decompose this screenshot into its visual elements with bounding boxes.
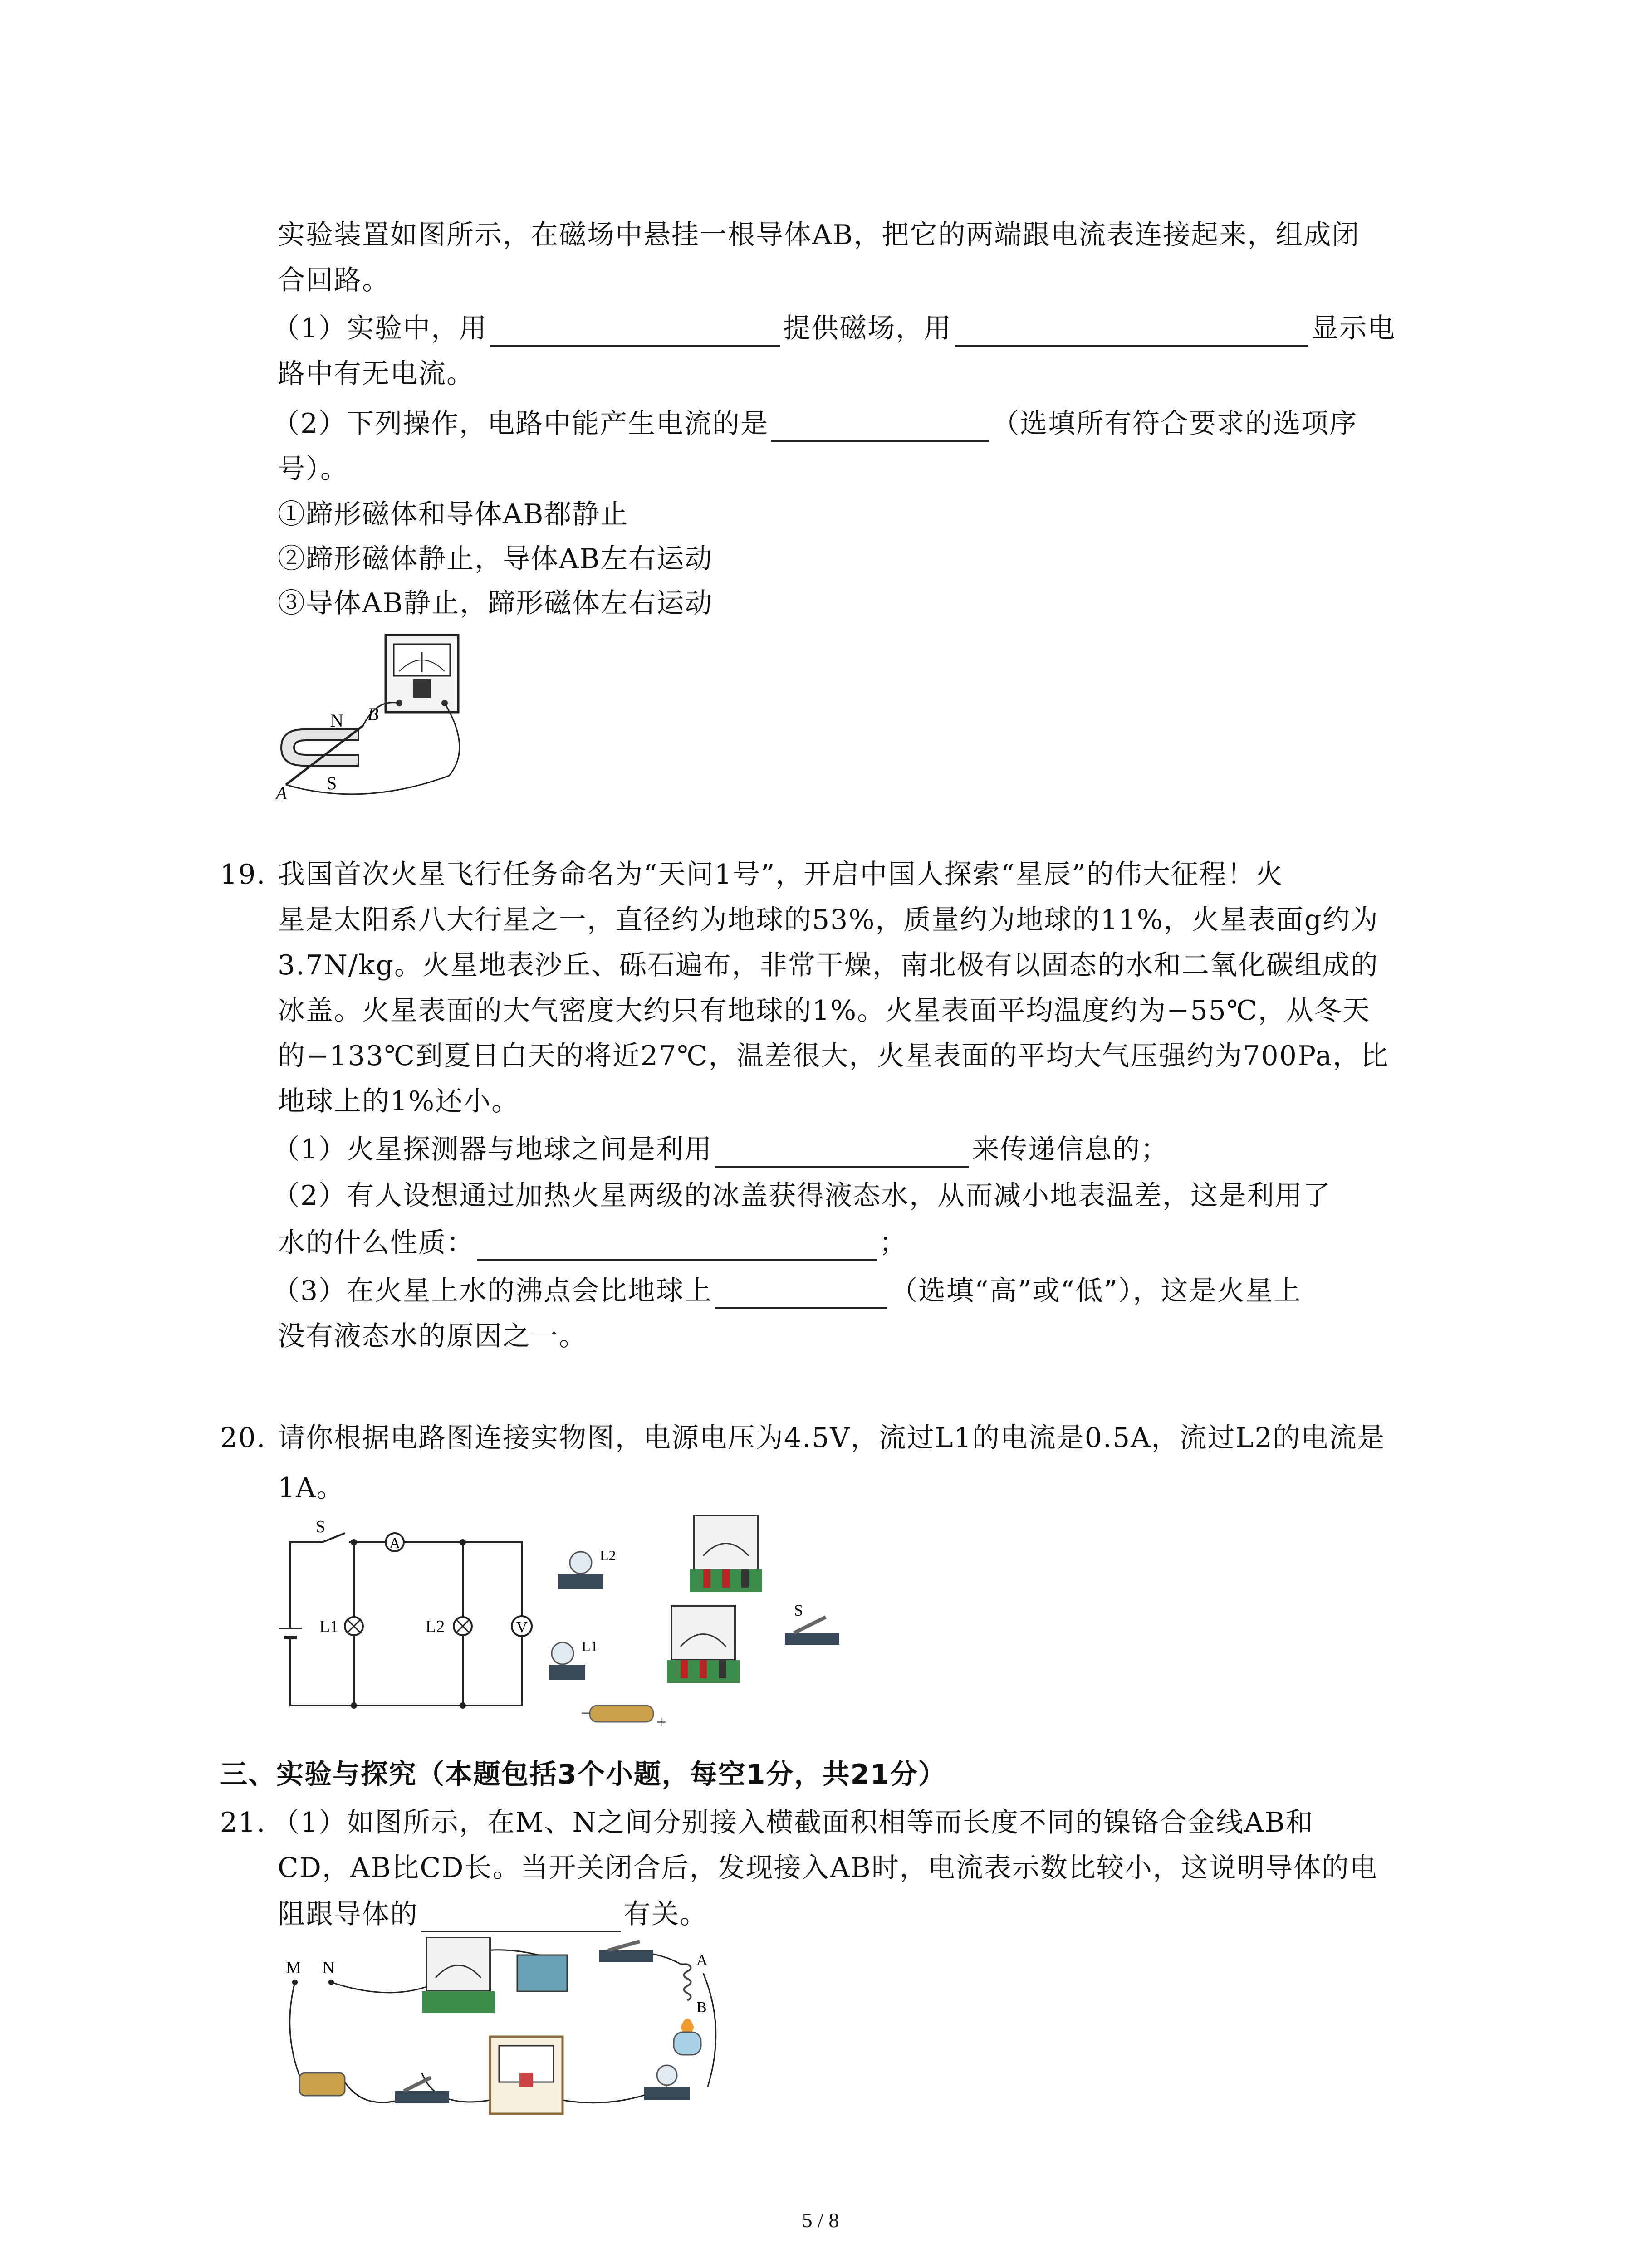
switch-component xyxy=(785,1601,839,1645)
q19-part3-cont: 没有液态水的原因之一。 xyxy=(278,1320,587,1352)
q19-line3: 3.7N/kg。火星地表沙丘、砾石遍布，非常干燥，南北极有以固态的水和二氧化碳组成的 xyxy=(278,949,1379,981)
answer-blank-1[interactable] xyxy=(490,317,780,347)
bulb-component xyxy=(644,2065,690,2100)
label-b: B xyxy=(367,704,379,724)
q21-line2: CD，AB比CD长。当开关闭合后，发现接入AB时，电流表示数比较小，这说明导体的电 xyxy=(278,1852,1378,1884)
q19-line4: 冰盖。火星表面的大气密度大约只有地球的1%。火星表面平均温度约为−55℃，从冬天 xyxy=(278,995,1371,1026)
terminal-n-label: N xyxy=(322,1958,335,1977)
q18-part1-cont: 路中有无电流。 xyxy=(278,358,475,390)
voltmeter-label: V xyxy=(516,1619,528,1636)
q18-option-1: ①蹄形磁体和导体AB都静止 xyxy=(278,499,629,530)
svg-text:B: B xyxy=(696,1999,707,2016)
section-3-heading: 三、实验与探究（本题包括3个小题，每空1分，共21分） xyxy=(220,1759,946,1790)
q20-circuit-diagram xyxy=(272,1515,544,1724)
answer-blank-6[interactable] xyxy=(715,1279,887,1309)
switch-top xyxy=(599,1941,653,1962)
q19-line1: 我国首次火星飞行任务命名为“天问1号”，开启中国人探索“星辰”的伟大征程！火 xyxy=(278,859,1283,890)
bulb-l1 xyxy=(549,1638,598,1680)
svg-text:A: A xyxy=(696,1952,708,1969)
battery-cell xyxy=(299,2073,345,2096)
q21-apparatus-figure xyxy=(272,1937,753,2118)
q18-part1: （1）实验中，用 提供磁场，用 显示电 xyxy=(272,310,1396,347)
answer-blank-4[interactable] xyxy=(715,1138,969,1168)
bulb-l2 xyxy=(558,1547,616,1589)
meter-top xyxy=(690,1515,762,1592)
svg-text:S: S xyxy=(794,1601,803,1619)
q20-line1: 请你根据电路图连接实物图，电源电压为4.5V，流过L1的电流是0.5A，流过L2的电流是 xyxy=(278,1422,1386,1454)
answer-blank-7[interactable] xyxy=(421,1902,621,1932)
q19-part2-cont: 水的什么性质： ； xyxy=(278,1225,907,1261)
q19-line6: 地球上的1%还小。 xyxy=(278,1085,520,1117)
page-number: 5 / 8 xyxy=(802,2209,839,2232)
q18-intro-line2: 合回路。 xyxy=(278,264,390,296)
resistance-wire-ab xyxy=(674,1952,708,2055)
q19-line5: 的−133℃到夏日白天的将近27℃，温差很大，火星表面的平均大气压强约为700Pa，比 xyxy=(278,1040,1389,1072)
label-a: A xyxy=(276,783,287,803)
l1-label: L1 xyxy=(319,1617,339,1636)
svg-text:L2: L2 xyxy=(600,1547,616,1564)
svg-text:L1: L1 xyxy=(582,1638,598,1654)
q18-part2-cont: 号）。 xyxy=(278,453,348,485)
battery-component xyxy=(581,1703,666,1732)
ammeter-label: A xyxy=(389,1535,401,1552)
label-s: S xyxy=(327,773,337,793)
answer-blank-5[interactable] xyxy=(477,1231,877,1261)
q18-option-2: ②蹄形磁体静止，导体AB左右运动 xyxy=(278,543,713,575)
q18-option-3: ③导体AB静止，蹄形磁体左右运动 xyxy=(278,587,713,619)
meter-middle xyxy=(667,1606,740,1683)
switch-bottom xyxy=(395,2077,449,2103)
terminal-m-label: M xyxy=(286,1958,301,1977)
q18-intro-line1: 实验装置如图所示，在磁场中悬挂一根导体AB，把它的两端跟电流表连接起来，组成闭 xyxy=(278,219,1360,251)
q19-part1: （1）火星探测器与地球之间是利用 来传递信息的； xyxy=(272,1131,1169,1168)
q20-line2: 1A。 xyxy=(278,1472,345,1504)
l2-label: L2 xyxy=(426,1617,445,1636)
galvanometer-bottom xyxy=(490,2037,563,2114)
q21-number: 21. xyxy=(220,1807,266,1838)
q19-part2: （2）有人设想通过加热火星两级的冰盖获得液态水，从而减小地表温差，这是利用了 xyxy=(272,1180,1332,1212)
label-n: N xyxy=(330,710,343,731)
q19-part3: （3）在火星上水的沸点会比地球上 （选填“高”或“低”），这是火星上 xyxy=(272,1273,1302,1309)
q21-line3: 阻跟导体的 有关。 xyxy=(278,1896,708,1932)
galvanometer xyxy=(386,635,458,712)
battery-box xyxy=(517,1955,567,1991)
q18-apparatus-figure xyxy=(272,631,481,803)
answer-blank-2[interactable] xyxy=(955,317,1308,347)
answer-blank-3[interactable] xyxy=(771,412,989,442)
ammeter-component xyxy=(422,1937,495,2013)
q20-physical-components xyxy=(549,1515,867,1742)
horseshoe-magnet xyxy=(281,729,358,766)
switch-label: S xyxy=(316,1517,326,1536)
q19-number: 19. xyxy=(220,859,266,890)
q18-part2: （2）下列操作，电路中能产生电流的是 （选填所有符合要求的选项序 xyxy=(272,406,1357,442)
q19-line2: 星是太阳系八大行星之一，直径约为地球的53%，质量约为地球的11%，火星表面g约为 xyxy=(278,904,1379,936)
svg-text:+: + xyxy=(656,1712,666,1732)
svg-text:−: − xyxy=(581,1703,591,1723)
q21-line1: （1）如图所示，在M、N之间分别接入横截面积相等而长度不同的镍铬合金线AB和 xyxy=(272,1807,1314,1838)
q20-number: 20. xyxy=(220,1422,266,1454)
